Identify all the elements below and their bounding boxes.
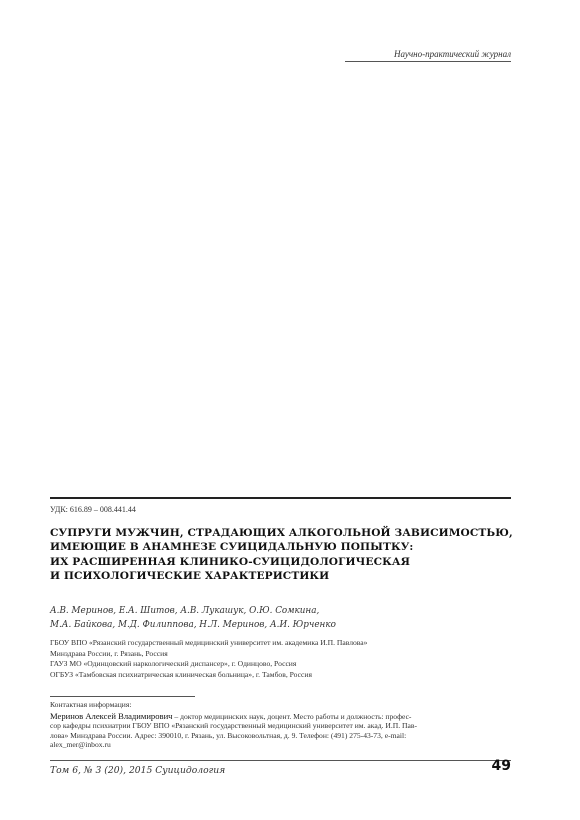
article-title — [50, 526, 511, 583]
page-number: 49 — [491, 758, 511, 774]
header-divider — [345, 61, 511, 62]
affiliation-line: ОГБУЗ «Тамбовская психиатрическая клиническая больница», г. Тамбов, Россия — [50, 670, 312, 680]
footer-divider — [50, 760, 511, 761]
contact-info — [50, 712, 511, 750]
contact-line: сор кафедры психиатрии ГБОУ ВПО «Рязанский государственный медицинский университет им. акад. И.П. Пав- — [50, 721, 417, 731]
affiliation-line: Минздрава России, г. Рязань, Россия — [50, 648, 168, 658]
contact-line: лова» Минздрава России. Адрес: 390010, г. Рязань, ул. Высоковольтная, д. 9. Телефон: (491) 275-43-73, e-mail: — [50, 730, 407, 740]
authors-line: М.А. Байкова, М.Д. Филиппова, Н.Л. Меринов, А.И. Юрченко — [50, 620, 336, 630]
title-line: ИХ РАСШИРЕННАЯ КЛИНИКО-СУИЦИДОЛОГИЧЕСКАЯ — [50, 555, 411, 568]
affiliation-line: ГАУЗ МО «Одинцовский наркологический диспансер», г. Одинцово, Россия — [50, 659, 297, 669]
footer-issue-info: Том 6, № 3 (20), 2015 Суицидология — [50, 765, 226, 776]
contact-email[interactable]: alex_mer@inbox.ru — [50, 740, 111, 750]
article-top-divider — [50, 497, 511, 499]
journal-header: Научно-практический журнал — [394, 49, 511, 59]
title-line: ИМЕЮЩИЕ В АНАМНЕЗЕ СУИЦИДАЛЬНУЮ ПОПЫТКУ: — [50, 541, 414, 554]
contact-name: Меринов Алексей Владимирович — [50, 711, 173, 721]
udk-code: УДК: 616.89 – 008.441.44 — [50, 505, 136, 514]
title-line: И ПСИХОЛОГИЧЕСКИЕ ХАРАКТЕРИСТИКИ — [50, 569, 330, 582]
contact-heading: Контактная информация: — [50, 700, 132, 709]
author-list — [50, 604, 336, 632]
authors-line: А.В. Меринов, Е.А. Шитов, А.В. Лукашук, О.Ю. Сомкина, — [50, 606, 320, 616]
contact-text: – доктор медицинских наук, доцент. Место работы и должность: профес- — [172, 712, 412, 721]
contact-line-1 — [50, 712, 511, 721]
affiliations — [50, 638, 367, 681]
affiliation-line: ГБОУ ВПО «Рязанский государственный медицинский университет им. академика И.П. Павлова» — [50, 638, 368, 647]
contact-divider — [50, 696, 195, 697]
title-line: СУПРУГИ МУЖЧИН, СТРАДАЮЩИХ АЛКОГОЛЬНОЙ ЗАВИСИМОСТЬЮ, — [50, 527, 513, 539]
